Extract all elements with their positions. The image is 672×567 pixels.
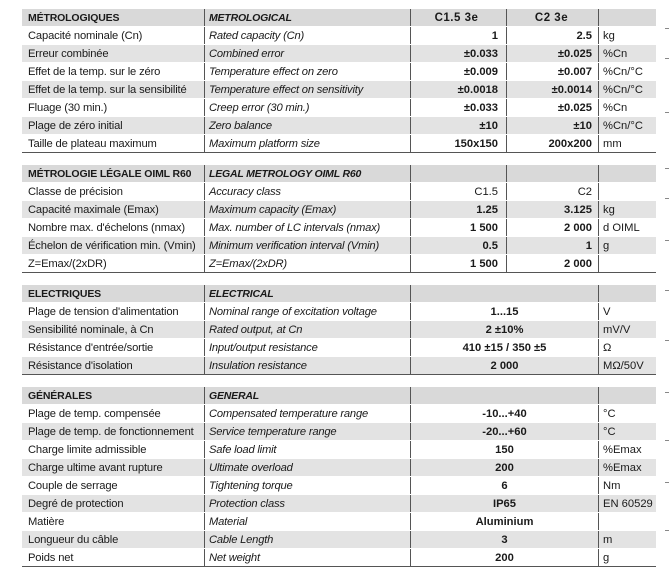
label-fr: Plage de zéro initial	[28, 120, 123, 132]
value-c2: 3.125	[506, 201, 598, 218]
value: 200	[410, 459, 598, 476]
header-en: LEGAL METROLOGY OIML R60	[204, 165, 410, 182]
table-row	[22, 201, 656, 219]
table-row	[22, 135, 656, 153]
unit	[598, 183, 656, 200]
unit: Ω	[598, 339, 656, 356]
value-c1: 0.5	[410, 237, 506, 254]
header-value	[410, 285, 598, 302]
value: -20...+60	[410, 423, 598, 440]
unit: mm	[598, 135, 656, 152]
header-fr: MÉTROLOGIQUES	[28, 12, 120, 24]
value: 2 000	[410, 357, 598, 374]
label-fr: Z=Emax/(2xDR)	[28, 258, 107, 270]
label-en: Temperature effect on sensitivity	[204, 81, 410, 98]
table-row	[22, 531, 656, 549]
header-c1: C1.5 3e	[410, 9, 506, 26]
header-unit	[598, 285, 656, 302]
unit: Nm	[598, 477, 656, 494]
unit: °C	[598, 405, 656, 422]
label-fr: Effet de la temp. sur le zéro	[28, 66, 161, 78]
unit: g	[598, 237, 656, 254]
label-en: Tightening torque	[204, 477, 410, 494]
label-en: Material	[204, 513, 410, 530]
section-header	[22, 387, 656, 405]
label-en: Compensated temperature range	[204, 405, 410, 422]
label-en: Max. number of LC intervals (nmax)	[204, 219, 410, 236]
label-en: Combined error	[204, 45, 410, 62]
unit: EN 60529	[598, 495, 656, 512]
label-fr: Effet de la temp. sur la sensibilité	[28, 84, 187, 96]
value-c1: 150x150	[410, 135, 506, 152]
header-fr: ELECTRIQUES	[28, 288, 102, 300]
section-metrological	[22, 9, 656, 153]
unit: g	[598, 549, 656, 566]
table-row	[22, 513, 656, 531]
label-en: Insulation resistance	[204, 357, 410, 374]
label-fr: Capacité maximale (Emax)	[28, 204, 159, 216]
table-row	[22, 183, 656, 201]
label-en: Zero balance	[204, 117, 410, 134]
table-row	[22, 477, 656, 495]
label-en: Safe load limit	[204, 441, 410, 458]
unit: %Cn/°C	[598, 117, 656, 134]
label-fr: Résistance d'isolation	[28, 360, 133, 372]
label-fr: Plage de temp. de fonctionnement	[28, 426, 194, 438]
value-c1: ±0.033	[410, 45, 506, 62]
label-en: Protection class	[204, 495, 410, 512]
label-en: Creep error (30 min.)	[204, 99, 410, 116]
label-en: Cable Length	[204, 531, 410, 548]
value-c2: 1	[506, 237, 598, 254]
table-row	[22, 63, 656, 81]
specification-sheet	[22, 9, 656, 567]
table-row	[22, 549, 656, 567]
value: Aluminium	[410, 513, 598, 530]
value-c2: 2 000	[506, 255, 598, 272]
value: 150	[410, 441, 598, 458]
label-en: Z=Emax/(2xDR)	[204, 255, 410, 272]
label-fr: Poids net	[28, 552, 74, 564]
value-c1: C1.5	[410, 183, 506, 200]
header-value	[410, 387, 598, 404]
value-c2: 2.5	[506, 27, 598, 44]
table-row	[22, 405, 656, 423]
value-c2: C2	[506, 183, 598, 200]
table-row	[22, 495, 656, 513]
page-edge-marks	[663, 0, 672, 560]
value: 6	[410, 477, 598, 494]
label-en: Maximum platform size	[204, 135, 410, 152]
unit: %Emax	[598, 459, 656, 476]
value-c1: ±0.009	[410, 63, 506, 80]
label-fr: Échelon de vérification min. (Vmin)	[28, 240, 196, 252]
label-fr: Capacité nominale (Cn)	[28, 30, 143, 42]
unit: m	[598, 531, 656, 548]
value-c2: ±0.0014	[506, 81, 598, 98]
value-c1: 1.25	[410, 201, 506, 218]
label-en: Accuracy class	[204, 183, 410, 200]
unit: %Cn/°C	[598, 81, 656, 98]
value: 2 ±10%	[410, 321, 598, 338]
value-c1: ±0.033	[410, 99, 506, 116]
label-en: Maximum capacity (Emax)	[204, 201, 410, 218]
table-row	[22, 81, 656, 99]
value: 410 ±15 / 350 ±5	[410, 339, 598, 356]
value-c2: ±10	[506, 117, 598, 134]
table-row	[22, 117, 656, 135]
table-row	[22, 459, 656, 477]
table-row	[22, 27, 656, 45]
value-c1: 1 500	[410, 219, 506, 236]
header-unit	[598, 387, 656, 404]
value: IP65	[410, 495, 598, 512]
section-legal-metrology	[22, 165, 656, 273]
label-fr: Degré de protection	[28, 498, 124, 510]
section-electrical	[22, 285, 656, 375]
label-fr: Charge ultime avant rupture	[28, 462, 163, 474]
value-c2: 200x200	[506, 135, 598, 152]
value-c2: ±0.025	[506, 45, 598, 62]
unit: d OIML	[598, 219, 656, 236]
value-c2: 2 000	[506, 219, 598, 236]
label-fr: Matière	[28, 516, 65, 528]
table-row	[22, 45, 656, 63]
unit: %Cn	[598, 45, 656, 62]
header-en: METROLOGICAL	[204, 9, 410, 26]
header-c2: C2 3e	[506, 9, 598, 26]
section-header	[22, 165, 656, 183]
header-fr: MÉTROLOGIE LÉGALE OIML R60	[28, 168, 192, 180]
label-fr: Longueur du câble	[28, 534, 119, 546]
unit: %Cn	[598, 99, 656, 116]
unit: kg	[598, 27, 656, 44]
label-en: Rated capacity (Cn)	[204, 27, 410, 44]
label-fr: Nombre max. d'échelons (nmax)	[28, 222, 185, 234]
header-c1	[410, 165, 506, 182]
label-fr: Résistance d'entrée/sortie	[28, 342, 154, 354]
header-unit	[598, 165, 656, 182]
label-fr: Sensibilité nominale, à Cn	[28, 324, 154, 336]
section-general	[22, 387, 656, 567]
section-header	[22, 9, 656, 27]
table-row	[22, 357, 656, 375]
label-fr: Plage de tension d'alimentation	[28, 306, 179, 318]
value-c1: ±10	[410, 117, 506, 134]
label-fr: Plage de temp. compensée	[28, 408, 161, 420]
unit: kg	[598, 201, 656, 218]
label-fr: Taille de plateau maximum	[28, 138, 157, 150]
label-en: Nominal range of excitation voltage	[204, 303, 410, 320]
header-en: GENERAL	[204, 387, 410, 404]
unit: %Emax	[598, 441, 656, 458]
section-header	[22, 285, 656, 303]
unit: mV/V	[598, 321, 656, 338]
value-c2: ±0.025	[506, 99, 598, 116]
label-en: Service temperature range	[204, 423, 410, 440]
table-row	[22, 339, 656, 357]
table-row	[22, 303, 656, 321]
header-fr: GÉNÉRALES	[28, 390, 92, 402]
table-row	[22, 99, 656, 117]
table-row	[22, 423, 656, 441]
label-en: Rated output, at Cn	[204, 321, 410, 338]
label-en: Ultimate overload	[204, 459, 410, 476]
unit	[598, 513, 656, 530]
label-fr: Erreur combinée	[28, 48, 109, 60]
unit: V	[598, 303, 656, 320]
value: -10...+40	[410, 405, 598, 422]
value: 3	[410, 531, 598, 548]
value: 1...15	[410, 303, 598, 320]
table-row	[22, 255, 656, 273]
label-en: Minimum verification interval (Vmin)	[204, 237, 410, 254]
table-row	[22, 321, 656, 339]
value-c1: 1 500	[410, 255, 506, 272]
unit: MΩ/50V	[598, 357, 656, 374]
label-en: Net weight	[204, 549, 410, 566]
label-fr: Fluage (30 min.)	[28, 102, 108, 114]
label-fr: Charge limite admissible	[28, 444, 147, 456]
label-fr: Classe de précision	[28, 186, 123, 198]
value: 200	[410, 549, 598, 566]
header-c2	[506, 165, 598, 182]
header-unit	[598, 9, 656, 26]
header-en: ELECTRICAL	[204, 285, 410, 302]
label-fr: Couple de serrage	[28, 480, 118, 492]
unit: °C	[598, 423, 656, 440]
value-c1: 1	[410, 27, 506, 44]
label-en: Temperature effect on zero	[204, 63, 410, 80]
value-c2: ±0.007	[506, 63, 598, 80]
table-row	[22, 441, 656, 459]
unit	[598, 255, 656, 272]
unit: %Cn/°C	[598, 63, 656, 80]
value-c1: ±0.0018	[410, 81, 506, 98]
table-row	[22, 237, 656, 255]
table-row	[22, 219, 656, 237]
label-en: Input/output resistance	[204, 339, 410, 356]
